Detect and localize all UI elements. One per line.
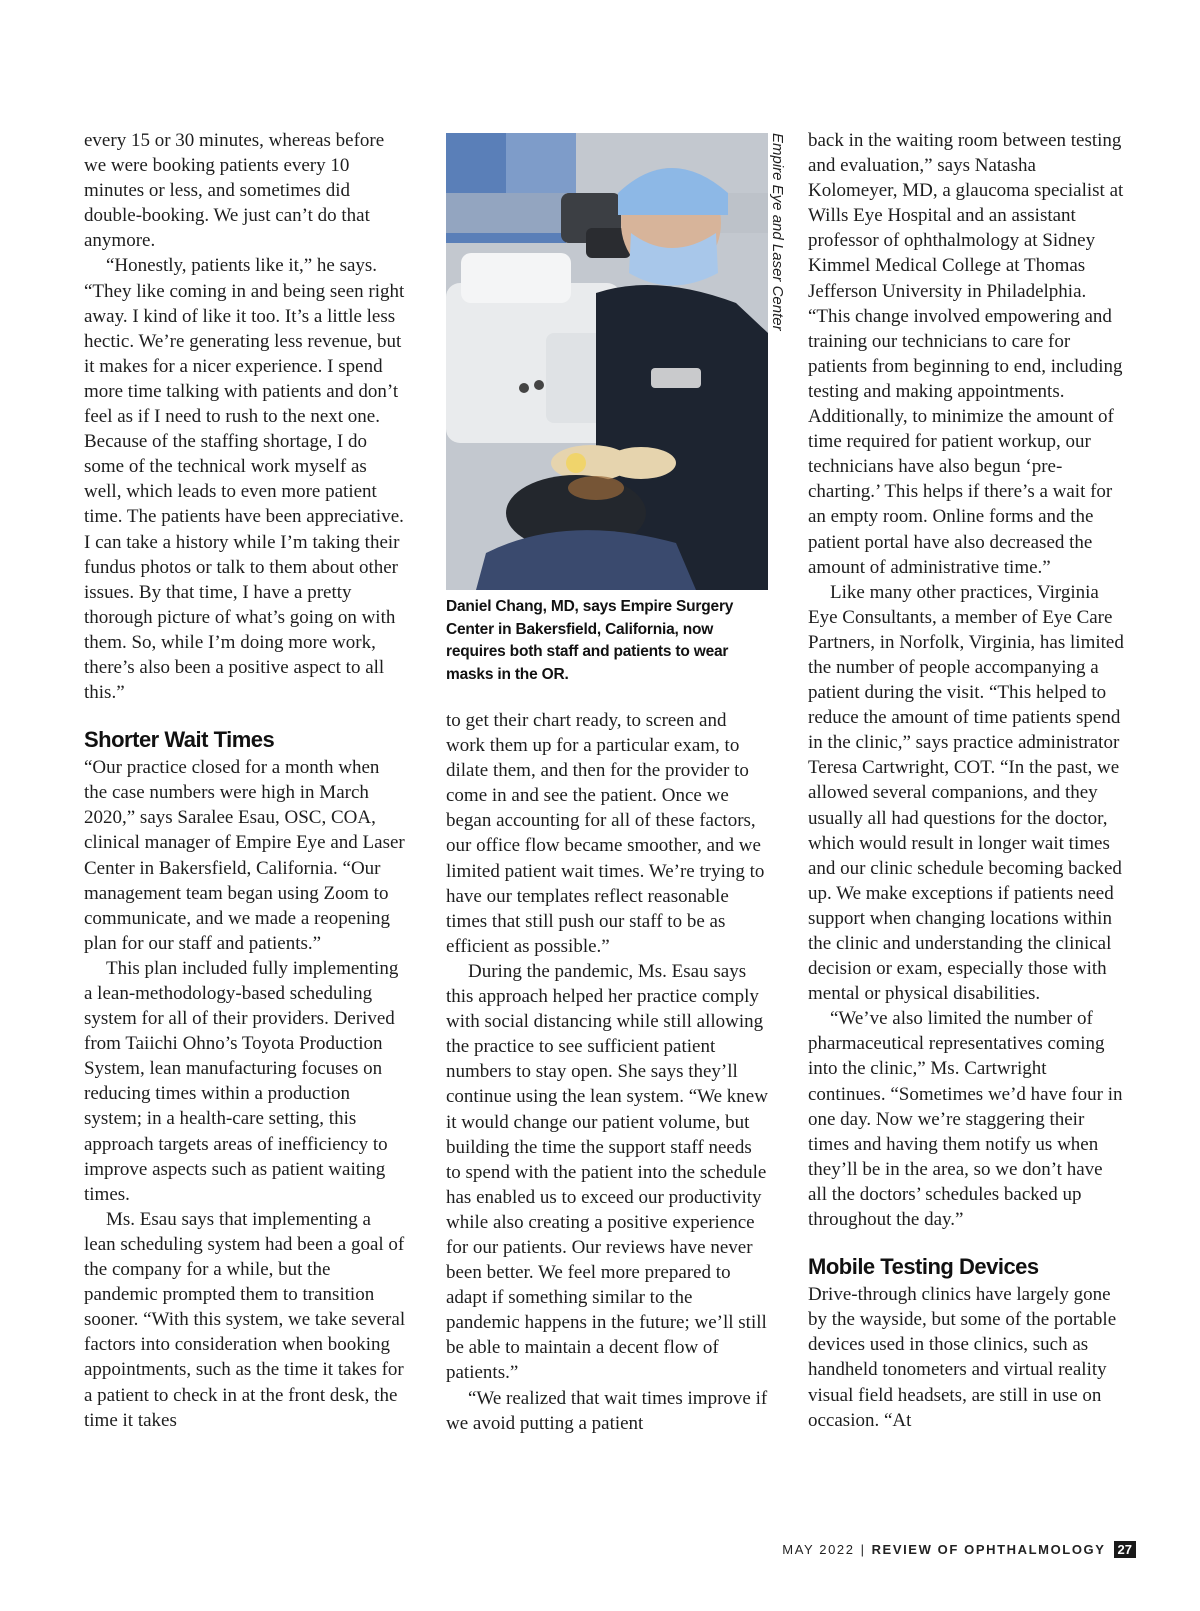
photo-caption: Daniel Chang, MD, says Empire Surgery Center in Bakersfield, California, now requires both staff and patients to wear masks in the OR. bbox=[446, 598, 734, 683]
page-number: 27 bbox=[1114, 1541, 1136, 1558]
surgeon-photo bbox=[446, 133, 768, 590]
paragraph: back in the waiting room between testing and evaluation,” says Natasha Kolomeyer, MD, a glaucoma specialist at Wills Eye Hospital and an assistant professor of ophthalmology at Sidney Kimmel Medical College at Thomas Jefferson University in Philadelphia. “This change involved empowering and training our technicians to care for patients from beginning to end, including testing and making appointments. Additionally, to minimize the amount of time required for patient workup, our technicians have also begun ‘pre-charting.’ This helps if there’s a wait for an empty room. Online forms and the patient portal have also decreased the amount of administrative time.” bbox=[808, 130, 1124, 578]
paragraph: “We realized that wait times improve if we avoid putting a patient bbox=[446, 1387, 768, 1434]
photo-credit-text: Empire Eye and Laser Center bbox=[769, 133, 786, 331]
section-heading-shorter-wait-times: Shorter Wait Times bbox=[84, 727, 275, 753]
issue-date: MAY 2022 bbox=[782, 1542, 855, 1557]
paragraph: “Honestly, patients like it,” he says. “They like coming in and being seen right away. I kind of like it too. It’s a little less hectic. We’re generating less revenue, but it makes for a nicer experience. I spend more time talking with patients and don’t feel as if I need to rush to the next one. Because of the staffing shortage, I do some of the technical work myself as well, which leads to even more patient time. The patients have been appreciative. I can take a history while I’m taking their fundus photos or talk to them about other issues. By that time, I have a pretty thorough picture of what’s going on with them. So, while I’m doing more work, there’s also been a positive aspect to all this.” bbox=[84, 255, 405, 704]
paragraph: “We’ve also limited the number of pharmaceutical representatives coming into the clinic,” Ms. Cartwright continues. “Sometimes we’d have four in one day. Now we’re staggering their times and having them notify us when they’ll be in the area, so we don’t have all the doctors’ schedules backed up throughout the day.” bbox=[808, 1008, 1123, 1231]
page-footer bbox=[782, 1541, 1136, 1558]
footer-separator: | bbox=[860, 1542, 866, 1557]
column-3 bbox=[808, 128, 1126, 1433]
paragraph: Ms. Esau says that implementing a lean scheduling system had been a goal of the company for a while, but the pandemic prompted them to transition sooner. “With this system, we take several factors into consideration when booking appointments, such as the time it takes for a patient to check in at the front desk, the time it takes bbox=[84, 1208, 406, 1431]
surgeon-illustration bbox=[446, 133, 768, 590]
paragraph: every 15 or 30 minutes, whereas before we were booking patients every 10 minutes or less, and sometimes did double-booking. We just can’t do that anymore. bbox=[84, 130, 385, 252]
paragraph: to get their chart ready, to screen and work them up for a particular exam, to dilate them, and then for the provider to come in and see the patient. Once we began accounting for all of these factors, our office flow became smoother, and we limited patient wait times. We’re trying to have our templates reflect reasonable times that still push our staff to be as efficient as possible.” bbox=[446, 710, 765, 957]
paragraph: Like many other practices, Virginia Eye Consultants, a member of Eye Care Partners, in Norfolk, Virginia, has limited the number of people accompanying a patient during the visit. “This helped to reduce the amount of time patients spend in the clinic,” says practice administrator Teresa Cartwright, COT. “In the past, we allowed several companions, and they usually all had questions for the doctor, which would result in longer wait times and our clinic schedule becoming backed up. We make exceptions if patients need support when changing locations within the clinic and understanding the clinical decision or exam, especially those with mental or physical disabilities. bbox=[808, 581, 1124, 1005]
column-1 bbox=[84, 128, 406, 1433]
magazine-name: REVIEW OF OPHTHALMOLOGY bbox=[871, 1542, 1106, 1557]
section-heading-mobile-testing-devices: Mobile Testing Devices bbox=[808, 1254, 1039, 1280]
paragraph: This plan included fully implementing a lean-methodology-based scheduling system for all of their providers. Derived from Taiichi Ohno’s Toyota Production System, lean manufacturing focuses on reducing times within a production system; in a health-care setting, this approach targets areas of inefficiency to improve aspects such as patient waiting times. bbox=[84, 957, 399, 1205]
paragraph: During the pandemic, Ms. Esau says this approach helped her practice comply with social distancing while still allowing the practice to see sufficient patient numbers to stay open. She says they’ll continue using the lean system. “We knew it would change our patient volume, but building the time the support staff needs to spend with the patient into the schedule has enabled us to exceed our productivity while also creating a positive experience for our patients. Our reviews have never been better. We feel more prepared to adapt if something similar to the pandemic happens in the future; we’ll still be able to maintain a decent flow of patients.” bbox=[446, 960, 768, 1384]
paragraph: Drive-through clinics have largely gone by the wayside, but some of the portable devices used in those clinics, such as handheld tonometers and virtual reality visual field headsets, are still in use on occasion. “At bbox=[808, 1284, 1117, 1431]
column-2 bbox=[446, 133, 768, 1436]
photo-credit bbox=[768, 133, 788, 453]
paragraph: “Our practice closed for a month when the case numbers were high in March 2020,” says Saralee Esau, OSC, COA, clinical manager of Empire Eye and Laser Center in Bakersfield, California. “Our management team began using Zoom to communicate, and we made a reopening plan for our staff and patients.” bbox=[84, 757, 405, 954]
